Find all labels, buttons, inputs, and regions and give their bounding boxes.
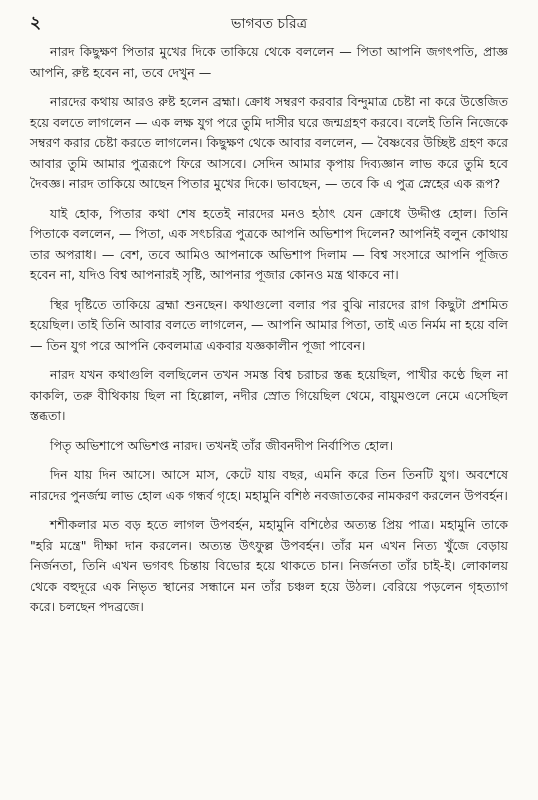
paragraph: স্থির দৃষ্টিতে তাকিয়ে ব্রহ্মা শুনছেন। কথাগুলো বলার পর বুঝি নারদের রাগ কিছুটা প্রশমিত হয়েছিল। তাই তিনি আবার বলতে লাগলেন, — আপনি আমার পিতা, তাই এত নির্মম না হয়ে বলি — তিন যুগ পরে আপনি কেবলমাত্র একবার যজ্ঞকালীন পূজা পাবেন।	[30, 296, 508, 353]
paragraph: শশীকলার মত বড় হতে লাগল উপবর্হন, মহামুনি বশিষ্ঠের অত্যন্ত প্রিয় পাত্র। মহামুনি তাকে "হরি মন্ত্রে" দীক্ষা দান করলেন। অত্যন্ত উৎফুল্ল উপবর্হন। তাঁর মন এখন নিত্য খুঁজে বেড়ায় নির্জনতা, তিনি এখন ভগবৎ চিন্তায় বিভোর হয়ে থাকতে চান। নির্জনতা তাঁর চাই-ই। লোকালয় থেকে বহুদূরে এক নিভৃত স্থানের সন্ধানে মন তাঁর চঞ্চল হয়ে উঠল। বেরিয়ে পড়লেন গৃহত্যাগ করে। চলছেন পদব্রজে।	[30, 517, 508, 614]
paragraph: দিন যায় দিন আসে। আসে মাস, কেটে যায় বছর, এমনি করে তিন তিনটি যুগ। অবশেষে নারদের পুনর্জন্ম লাভ হোল এক গন্ধর্ব গৃহে। মহামুনি বশিষ্ঠ নবজাতকের নামকরণ করলেন উপবর্হন।	[30, 467, 508, 503]
paragraph: পিতৃ অভিশাপে অভিশপ্ত নারদ। তখনই তাঁর জীবনদীপ নির্বাপিত হোল।	[50, 437, 394, 453]
paragraph: নারদ যখন কথাগুলি বলছিলেন তখন সমস্ত বিশ্ব চরাচর স্তব্ধ হয়েছিল, পাখীর কণ্ঠে ছিল না কাকলি, তরু বীথিকায় ছিল না হিল্লোল, নদীর স্রোত গিয়েছিল থেমে, বায়ুমণ্ডলে নেমে এসেছিল স্তব্ধতা।	[30, 367, 508, 423]
paragraph: নারদ কিছুক্ষণ পিতার মুখের দিকে তাকিয়ে থেকে বললেন — পিতা আপনি জগৎপতি, প্রাজ্ঞ আপনি, রুষ্ট হবেন না, তবে দেখুন —	[30, 44, 508, 80]
page-number: ২	[30, 13, 42, 33]
running-title: ভাগবত চরিত্র	[231, 16, 307, 32]
page-header	[30, 8, 508, 38]
page-body	[30, 42, 508, 618]
paragraph: নারদের কথায় আরও রুষ্ট হলেন ব্রহ্মা। ক্রোধ সম্বরণ করবার বিন্দুমাত্র চেষ্টা না করে উত্তেজিত হয়ে বলতে লাগলেন — এক লক্ষ যুগ পরে তুমি দাসীর ঘরে জন্মগ্রহণ করবে। বলেই তিনি নিজেকে সম্বরণ করার চেষ্টা করতে লাগলেন। কিছুক্ষণ থেকে আবার বললেন, — বৈষ্ণবের উচ্ছিষ্ট গ্রহণ করে আবার তুমি আমার পুত্ররূপে ফিরে আসবে। সেদিন আমার কৃপায় দিব্যজ্ঞান লাভ করে তুমি হবে দৈবজ্ঞ। নারদ তাকিয়ে আছেন পিতার মুখের দিকে। ভাবছেন, — তবে কি এ পুত্র স্নেহের এক রূপ?	[30, 94, 508, 191]
paragraph: যাই হোক, পিতার কথা শেষ হতেই নারদের মনও হঠাৎ যেন ক্রোধে উদ্দীপ্ত হোল। তিনি পিতাকে বললেন, — পিতা, এক সৎচরিত্র পুত্রকে আপনি অভিশাপ দিলেন? আপনিই বলুন কোথায় তার অপরাধ। — বেশ, তবে আমিও আপনাকে অভিশাপ দিলাম — বিশ্ব সংসারে আপনি পূজিত হবেন না, যদিও বিশ্ব আপনারই সৃষ্টি, আপনার পূজার কোনও মন্ত্র থাকবে না।	[30, 205, 508, 282]
